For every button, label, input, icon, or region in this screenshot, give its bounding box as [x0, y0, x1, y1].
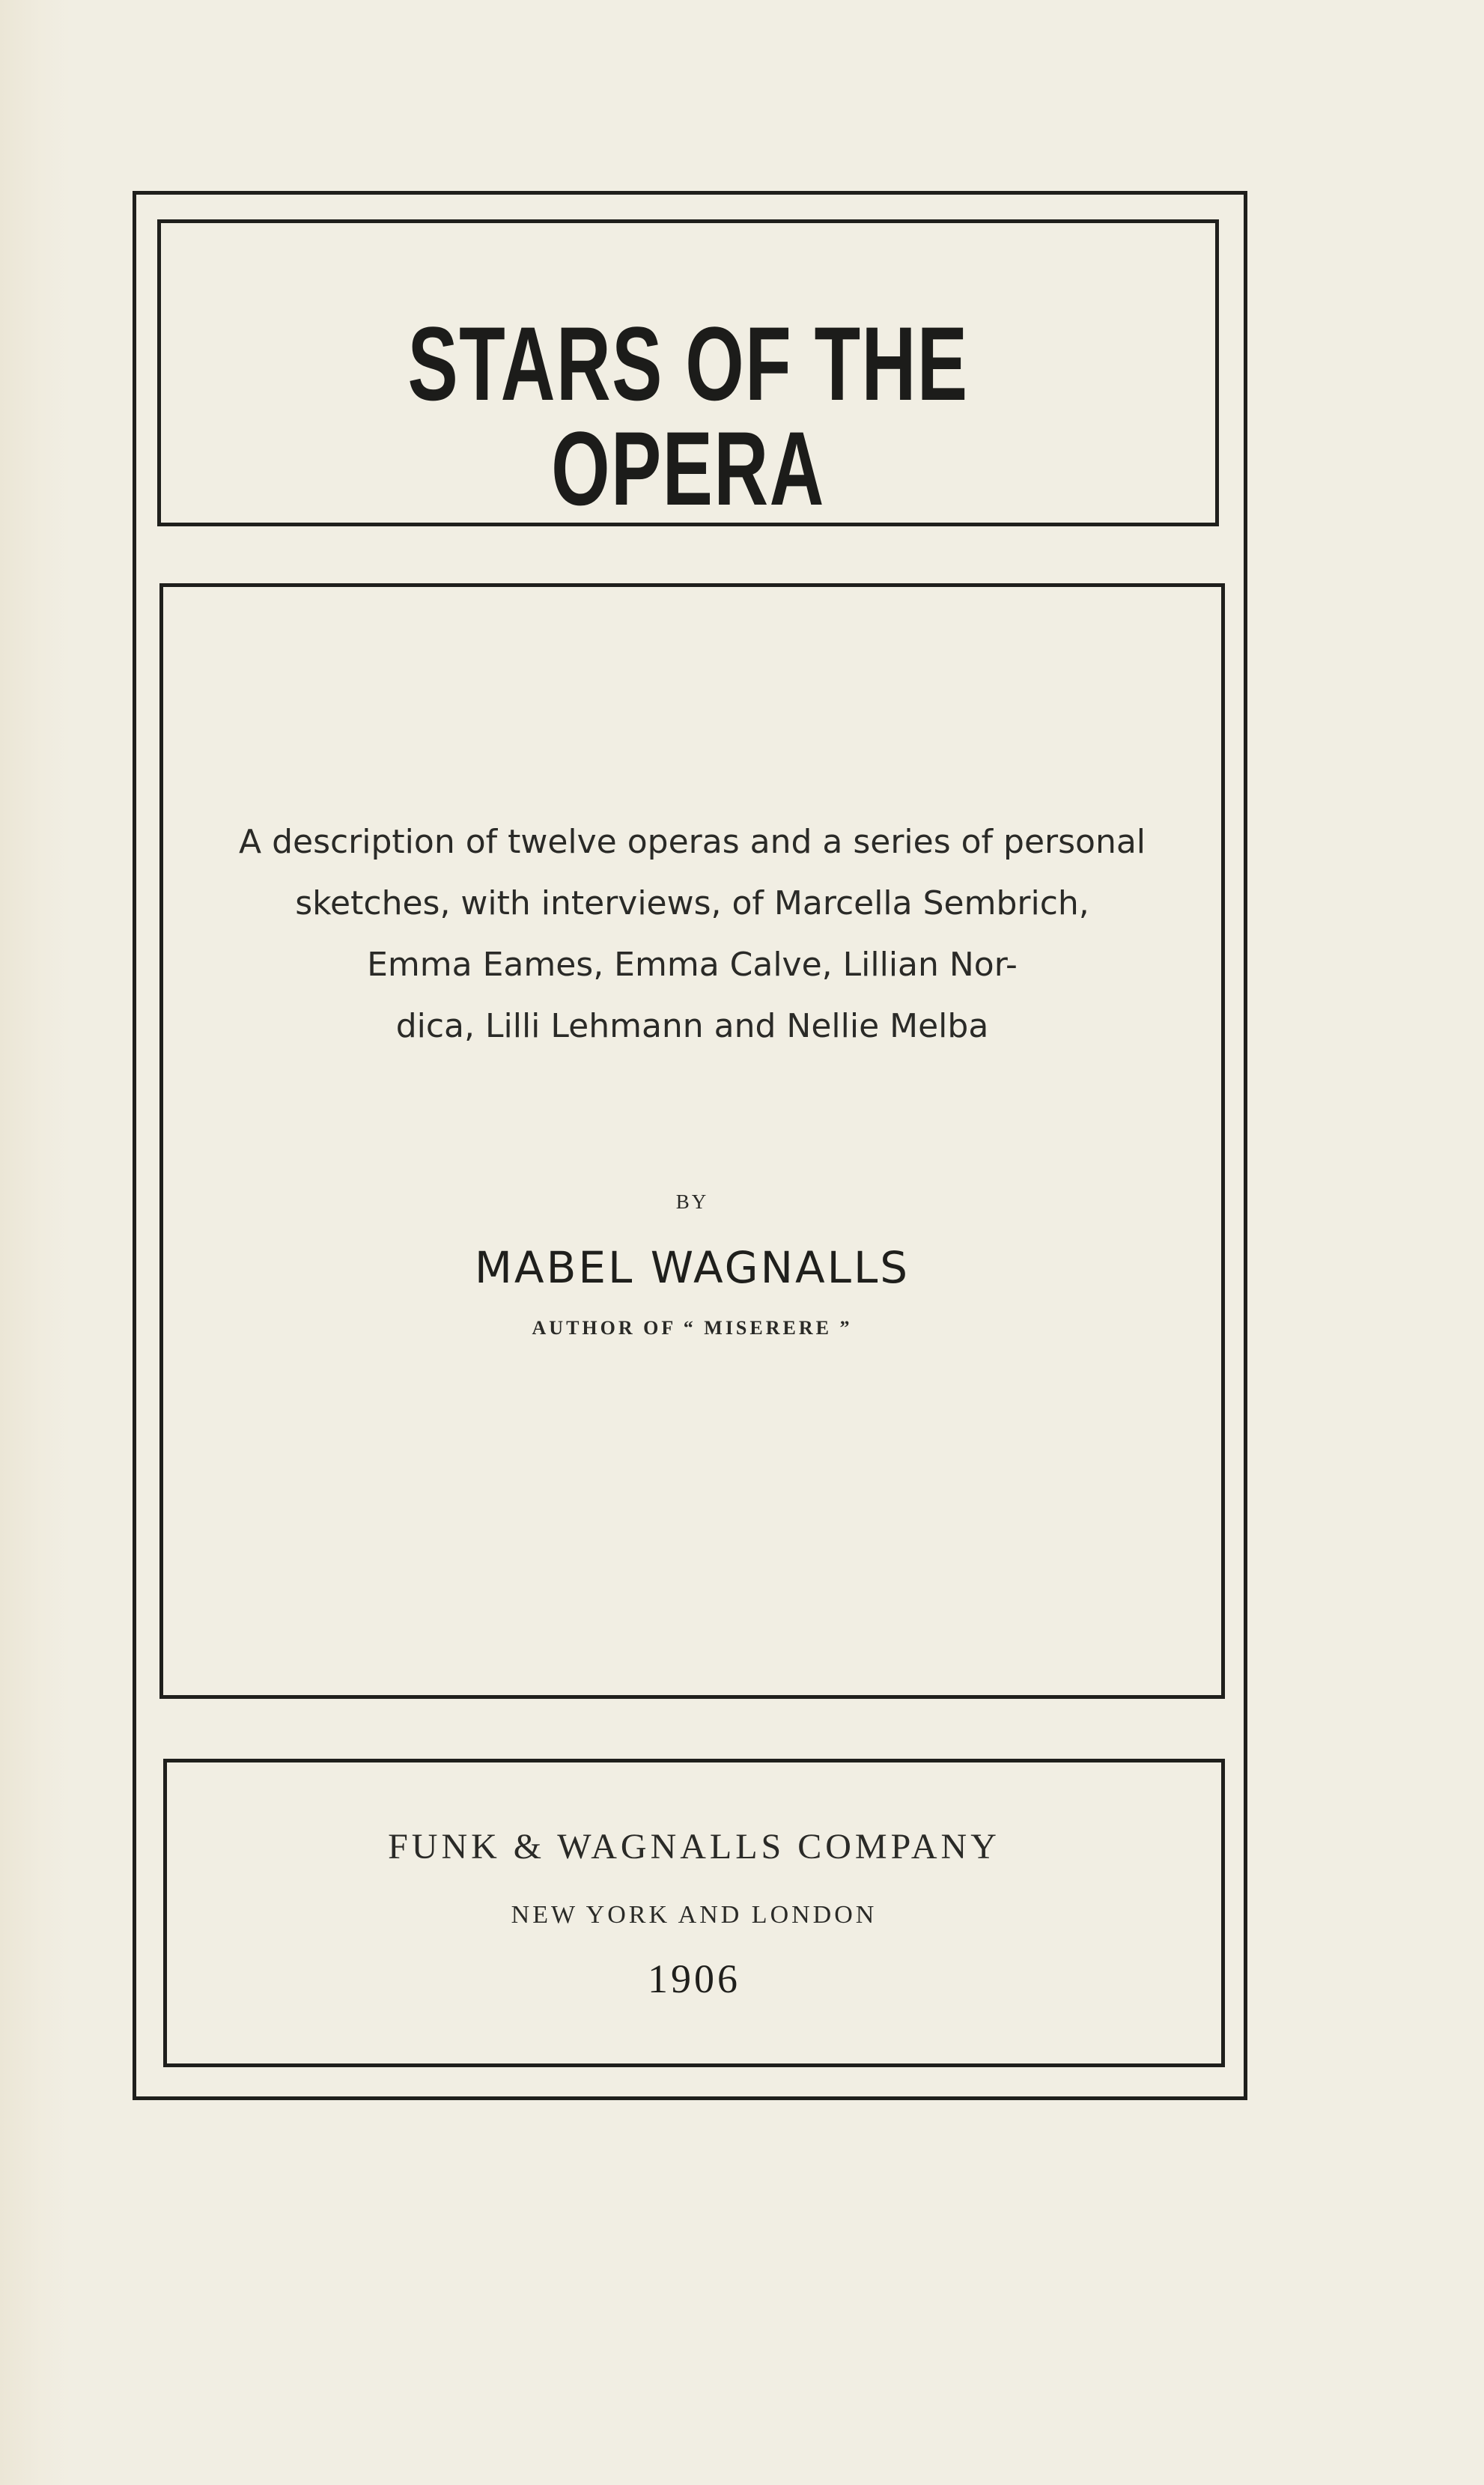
author-note: AUTHOR OF “ MISERERE ” — [532, 1317, 853, 1339]
description-line: A description of twelve operas and a series of personal — [238, 823, 1146, 861]
by-label: BY — [675, 1190, 709, 1213]
description — [163, 812, 1221, 1057]
author-name: MABEL WAGNALLS — [474, 1242, 910, 1293]
description-line: Emma Eames, Emma Calve, Lillian Nor- — [367, 946, 1018, 984]
publication-year: 1906 — [648, 1956, 741, 2001]
title-box — [157, 219, 1219, 526]
description-line: sketches, with interviews, of Marcella Sembrich, — [295, 884, 1089, 922]
description-line: dica, Lilli Lehmann and Nellie Melba — [395, 1007, 989, 1045]
page-gutter — [0, 0, 71, 2485]
imprint-box — [163, 1759, 1225, 2067]
book-title: STARS OF THE OPERA — [407, 305, 969, 527]
publication-place: NEW YORK AND LONDON — [511, 1901, 878, 1929]
publisher: FUNK & WAGNALLS COMPANY — [388, 1827, 1000, 1867]
description-box — [159, 583, 1225, 1699]
